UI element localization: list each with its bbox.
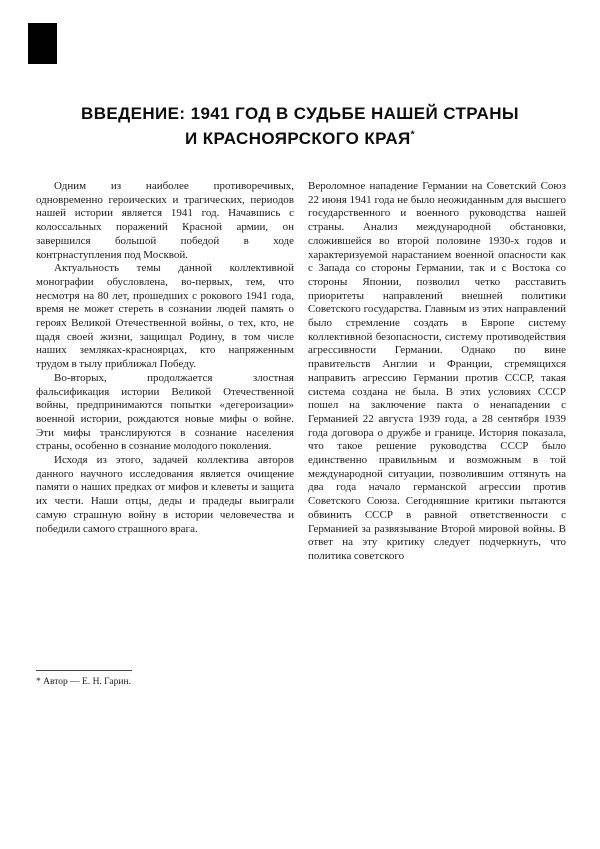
text-columns — [36, 180, 566, 564]
page-title — [35, 101, 565, 151]
title-footnote-marker-icon: * — [410, 129, 415, 141]
page-title-line1: ВВЕДЕНИЕ: 1941 ГОД В СУДЬБЕ НАШЕЙ СТРАНЫ — [81, 104, 519, 123]
paragraph: Одним из наиболее противоречивых, одновременно героических и трагических, периодов нашей истории является 1941 год. Начавшись с колоссальных поражений Красной армии, он завершился большой победой в ходе контрнаступления под Москвой. — [36, 180, 294, 261]
paragraph: Актуальность темы данной коллективной монографии обусловлена, во-первых, тем, что несмотря на 80 лет, прошедших с рокового 1941 года, время не может стереть в сознании людей память о героях Великой Отечественной войны, о тех, кто, не щадя своей жизни, защищал Родину, в том числе наших земляках-красноярцах, кто напряженным трудом в тылу приближал Победу. — [36, 262, 294, 371]
footnote-separator — [36, 670, 132, 671]
footnote-text: * Автор — Е. Н. Гарин. — [36, 677, 131, 687]
chapter-marker — [28, 23, 57, 64]
page-title-line2 — [35, 126, 565, 151]
page-title-line2-main: И КРАСНОЯРСКОГО КРАЯ — [185, 129, 411, 148]
right-column — [308, 180, 566, 564]
paragraph: Исходя из этого, задачей коллектива авторов данного научного исследования является очищение памяти о наших предках от мифов и клеветы и защита их чести. Наши отцы, деды и прадеды выиграли самую страшную войну в истории человечества и победили самого страшного врага. — [36, 454, 294, 535]
paragraph: Вероломное нападение Германии на Советский Союз 22 июня 1941 года не было неожиданным для высшего государственного и военного руководства нашей страны. Анализ международной обстановки, сложившейся во второй половине 1930-х годов и характеризуемой нарастанием военной опасности как с Запада со стороны Германии, так и с Востока со стороны Японии, позволил четко расставить приоритеты направлений внешней политики Советского государства. Главным из этих направлений было стремление создать в Европе систему коллективной безопасности, систему противодействия агрессивности Германии. Однако по вине правительств Англии и Франции, стремящихся направить агрессию Германии против СССР, такая система создана не была. В этих условиях СССР пошел на заключение пакта о ненападении с Германией 22 августа 1939 года, а 28 сентября 1939 года договора о дружбе и границе. История показала, что такое решение руководства СССР было единственно правильным и возможным в той международной ситуации, позволившим оттянуть на два года начало германской агрессии против Советского Союза. Сегодняшние критики пытаются обвинить СССР в равной ответственности с Германией за развязывание Второй мировой войны. В ответ на эту критику следует подчеркнуть, что политика советского — [308, 180, 566, 562]
left-column — [36, 180, 294, 564]
paragraph: Во-вторых, продолжается злостная фальсификация истории Великой Отечественной войны, предпринимаются попытки «дегероизации» военной истории, рождаются новые мифы о войне. Эти мифы транслируются в сознание населения страны, особенно в сознание молодого поколения. — [36, 371, 294, 453]
